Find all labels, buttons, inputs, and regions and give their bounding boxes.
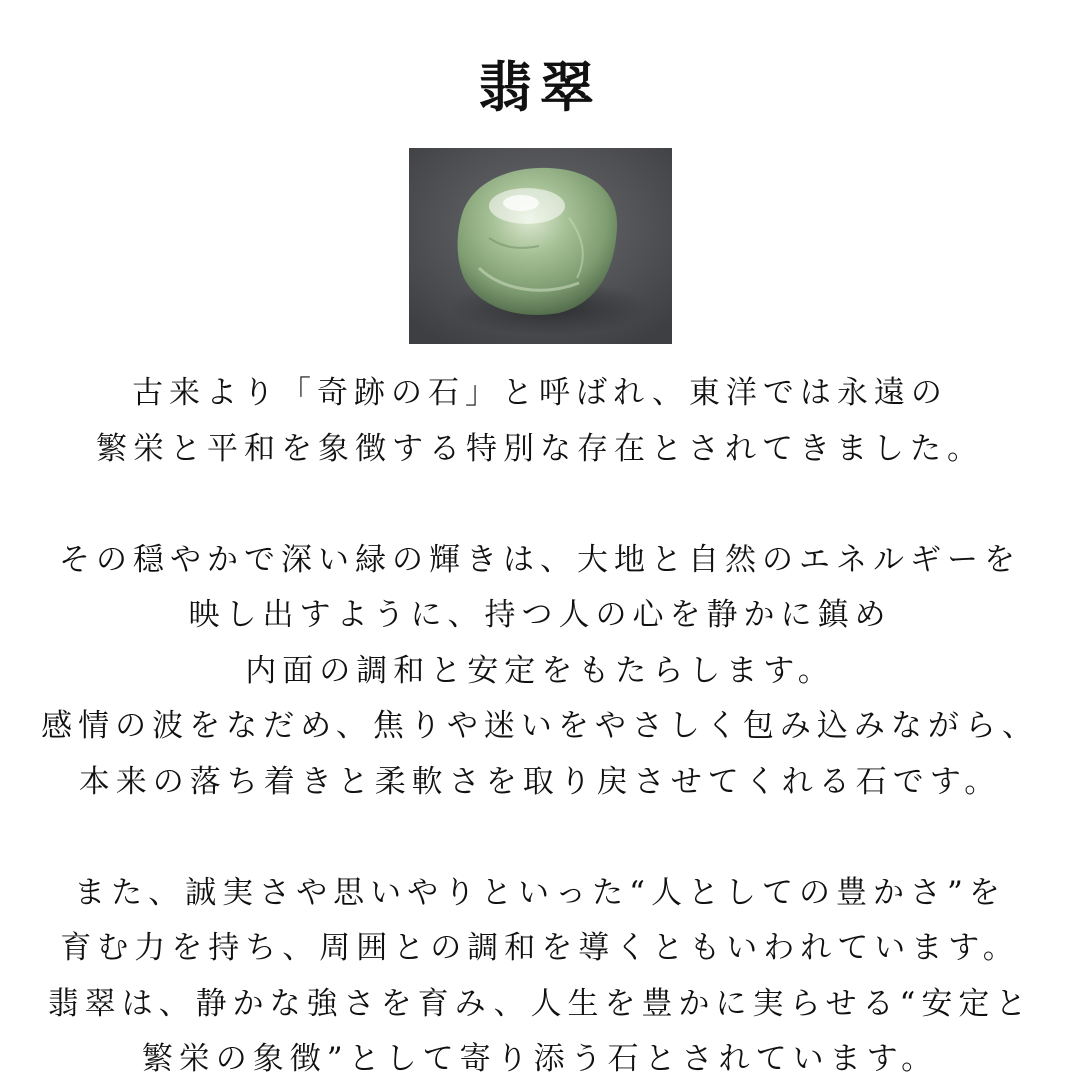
text-line: 翡翠は、静かな強さを育み、人生を豊かに実らせる“安定と: [47, 985, 1033, 1022]
text-line: 古来より「奇跡の石」と呼ばれ、東洋では永遠の: [132, 375, 948, 411]
text-line: その穏やかで深い緑の輝きは、大地と自然のエネルギーを: [59, 541, 1021, 578]
paragraph-gap: [0, 810, 1080, 866]
text-line: 感情の波をなだめ、焦りや迷いをやさしく包み込みながら、: [41, 708, 1039, 744]
text-line: また、誠実さや思いやりといった“人としての豊かさ”を: [74, 874, 1006, 911]
paragraph-gap: [0, 477, 1080, 533]
text-line: 内面の調和と安定をもたらします。: [245, 652, 835, 689]
text-line: 繁栄と平和を象徴する特別な存在とされてきました。: [96, 430, 984, 467]
text-line: 映し出すように、持つ人の心を静かに鎮め: [188, 597, 892, 633]
jade-stone-photo: [409, 148, 672, 344]
text-line: 繁栄の象徴”として寄り添う石とされています。: [141, 1041, 939, 1077]
page-title: 翡翠: [478, 55, 602, 119]
description-text: [0, 366, 1080, 1088]
text-line: 育む力を持ち、周囲との調和を導くともいわれています。: [60, 930, 1020, 966]
text-line: 本来の落ち着きと柔軟さを取り戻させてくれる石です。: [78, 763, 1002, 800]
